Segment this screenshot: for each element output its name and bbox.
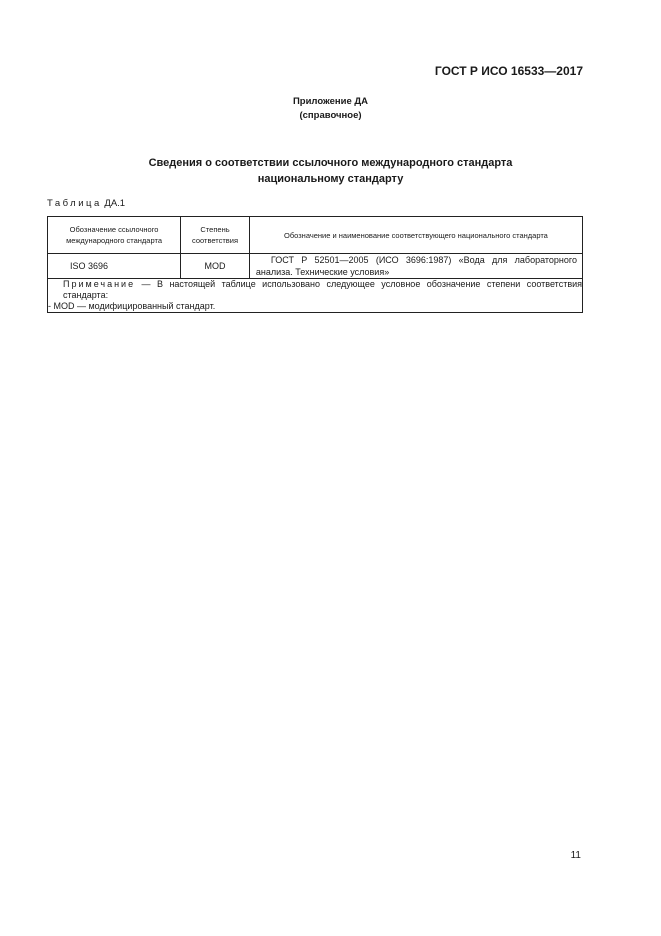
table-row — [48, 254, 583, 279]
table-label-number: ДА.1 — [101, 198, 126, 209]
table-label — [47, 198, 125, 209]
note-item: - MOD — модифицированный стандарт. — [48, 301, 216, 311]
table-label-word: Таблица — [47, 198, 102, 209]
note-paragraph — [48, 279, 582, 301]
cell-degree: MOD — [181, 254, 250, 279]
annex-title: Приложение ДА — [292, 96, 369, 107]
note-label: Примечание — [63, 279, 136, 289]
note-text: — В настоящей таблице использовано следующее условное обозначение степени соответствия стандарта: — [63, 279, 582, 300]
page-number: 11 — [570, 850, 581, 861]
header-national-standard: Обозначение и наименование соответствующего национального стандарта — [249, 217, 582, 254]
table-note-row — [48, 279, 583, 313]
header-degree: Степень соответствия — [181, 217, 250, 254]
cell-ref-standard: ISO 3696 — [48, 254, 181, 279]
standard-designation: ГОСТ Р ИСО 16533—2017 — [434, 64, 583, 78]
section-title — [0, 155, 661, 187]
section-title-line1: Сведения о соответствии ссылочного международного стандарта — [148, 157, 513, 169]
national-standard-text: ГОСТ Р 52501—2005 (ИСО 3696:1987) «Вода для лабораторного анализа. Технические условия» — [255, 255, 577, 277]
correspondence-table — [47, 216, 583, 313]
header-ref-standard: Обозначение ссылочного международного стандарта — [48, 217, 181, 254]
table-note — [48, 279, 583, 313]
section-title-line2: национальному стандарту — [257, 173, 404, 185]
annex-heading — [0, 95, 661, 123]
table-header-row — [48, 217, 583, 254]
annex-subtitle: (справочное) — [299, 110, 362, 121]
cell-national-standard — [249, 254, 582, 279]
